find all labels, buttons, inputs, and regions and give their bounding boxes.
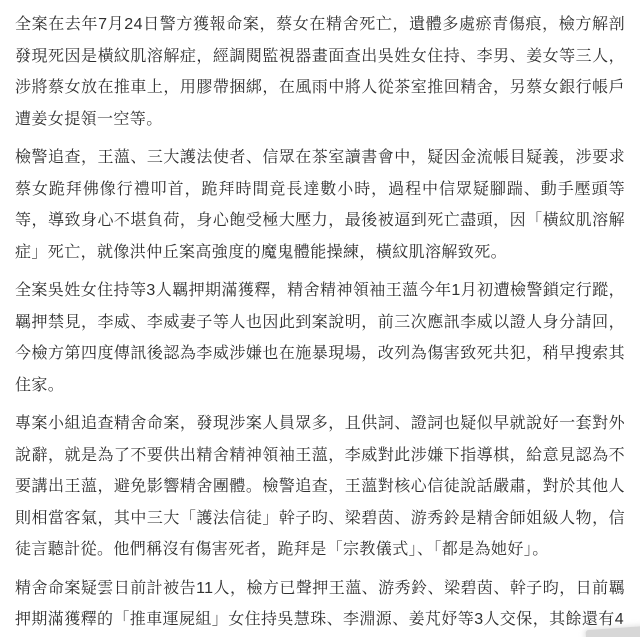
article-paragraph-1: 全案在去年7月24日警方獲報命案，蔡女在精舍死亡，遺體多處瘀青傷痕，檢方解剖發現死因是橫紋肌溶解症，經調閱監視器畫面查出吳姓女住持、李男、姜女等三人，涉將蔡女放在推車上，用膠帶捆綁，在風雨中將人從茶室推回精舍，另蔡女銀行帳戶遭姜女提領一空等。	[15, 16, 625, 128]
article-paragraph-4: 專案小組追查精舍命案，發現涉案人員眾多，且供詞、證詞也疑似早就說好一套對外說辭，就是為了不要供出精舍精神領袖王薀，李威對此涉嫌下指導棋，給意見認為不要講出王薀，避免影響精舍團體。檢警追查，王薀對核心信徒說話嚴肅，對於其他人則相當客氣，其中三大「護法信徒」幹子昀、梁碧茵、游秀鈴是精舍師姐級人物，信徒言聽計從。他們稱沒有傷害死者，跪拜是「宗教儀式」、「都是為她好」。	[15, 415, 625, 558]
article-body	[15, 9, 625, 636]
article-paragraph-5: 精舍命案疑雲日前計被告11人，檢方已聲押王薀、游秀鈴、梁碧茵、幹子昀，日前羈押期滿獲釋的「推車運屍組」女住持吳慧珠、李淵源、姜芃妤等3人交保，其餘還有4	[15, 579, 625, 628]
article-paragraph-2: 檢警追查，王薀、三大護法使者、信眾在茶室讀書會中，疑因金流帳目疑義，涉要求蔡女跪拜佛像行禮叩首，跪拜時間竟長達數小時，過程中信眾疑腳踹、動手壓頭等等，導致身心不堪負荷，身心飽受極大壓力，最後被逼到死亡盡頭，因「橫紋肌溶解症」死亡，就像洪仲丘案高強度的魔鬼體能操練，橫紋肌溶解致死。	[15, 149, 625, 261]
article-paragraph-3: 全案吳姓女住持等3人羈押期滿獲釋，精舍精神領袖王薀今年1月初遭檢警鎖定行蹤，羈押禁見，李威、李威妻子等人也因此到案說明，前三次應訊李威以證人身分請回，今檢方第四度傳訊後認為李威涉嫌也在施暴現場，改列為傷害致死共犯，稍早搜索其住家。	[15, 282, 625, 394]
